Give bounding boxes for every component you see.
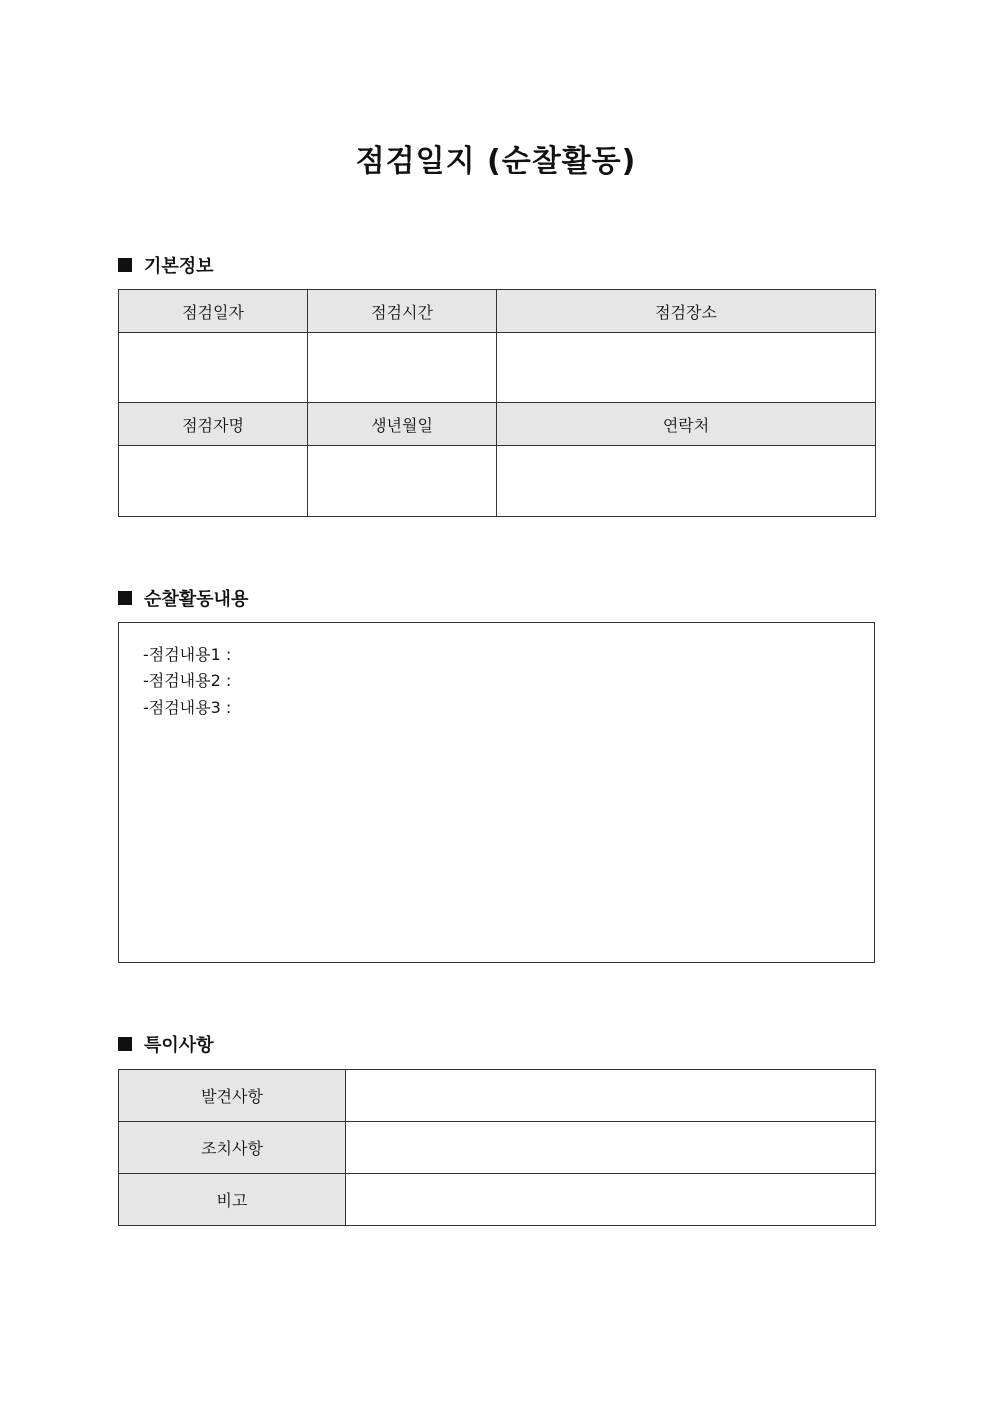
input-cell-actions[interactable] [346,1122,876,1174]
header-cell-time: 점검시간 [308,290,497,333]
square-bullet-icon [118,591,132,605]
page-title: 점검일지 (순찰활동) [355,144,637,179]
header-cell-place: 점검장소 [497,290,876,333]
input-cell-place[interactable] [497,333,876,403]
section-heading-basic [118,253,214,277]
header-cell-contact: 연락처 [497,403,876,446]
label-cell-notes: 비고 [119,1174,346,1226]
label-cell-actions: 조치사항 [119,1122,346,1174]
square-bullet-icon [118,1037,132,1051]
section-title: 순찰활동내용 [144,589,249,610]
input-cell-contact[interactable] [497,446,876,517]
content-line-3: -점검내용3 : [143,698,232,717]
input-cell-notes[interactable] [346,1174,876,1226]
basic-info-table [118,289,876,517]
header-cell-birthdate: 생년월일 [308,403,497,446]
input-cell-inspector-name[interactable] [119,446,308,517]
activity-content-box[interactable] [118,622,875,963]
content-line-1: -점검내용1 : [143,645,232,664]
input-cell-time[interactable] [308,333,497,403]
square-bullet-icon [118,258,132,272]
section-title: 특이사항 [144,1035,214,1056]
label-cell-findings: 발견사항 [119,1070,346,1122]
content-line-2: -점검내용2 : [143,671,232,690]
input-cell-findings[interactable] [346,1070,876,1122]
input-cell-birthdate[interactable] [308,446,497,517]
section-heading-remarks [118,1032,214,1056]
header-cell-date: 점검일자 [119,290,308,333]
input-cell-date[interactable] [119,333,308,403]
header-cell-inspector-name: 점검자명 [119,403,308,446]
section-heading-activity [118,586,248,610]
remarks-table [118,1069,876,1226]
section-title: 기본정보 [144,256,214,277]
